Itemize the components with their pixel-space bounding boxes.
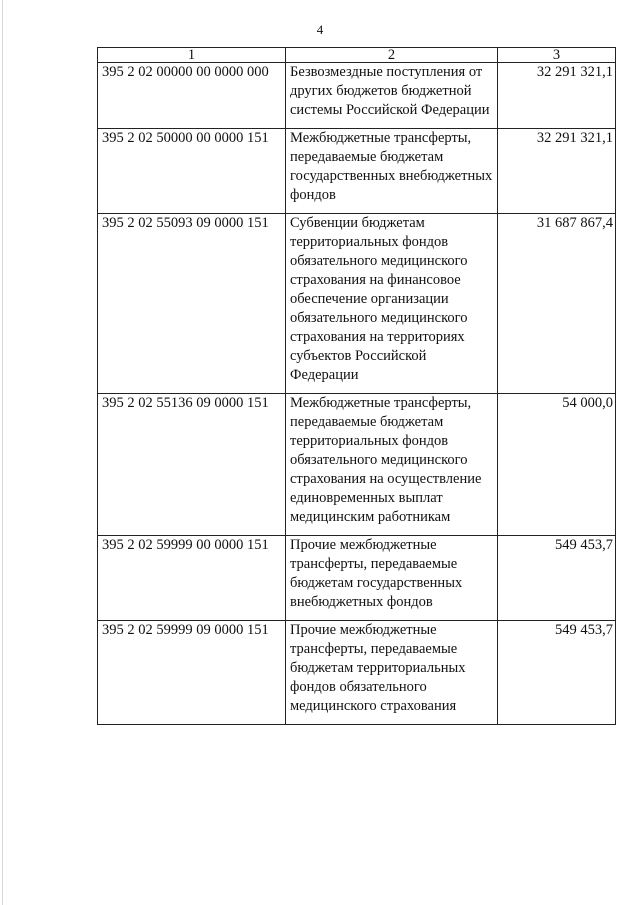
budget-code-cell: 395 2 02 00000 00 0000 000 [98, 63, 286, 129]
budget-name-cell: Прочие межбюджетные трансферты, передаваемые бюджетам государственных внебюджетных фондов [286, 536, 498, 621]
budget-amount-cell: 549 453,7 [498, 536, 616, 621]
budget-code-cell: 395 2 02 55093 09 0000 151 [98, 214, 286, 394]
table-header-row [98, 48, 616, 63]
table-row [98, 394, 616, 536]
budget-code-cell: 395 2 02 59999 09 0000 151 [98, 621, 286, 725]
budget-table [97, 47, 616, 725]
budget-name-cell: Прочие межбюджетные трансферты, передаваемые бюджетам территориальных фондов обязательного медицинского страхования [286, 621, 498, 725]
budget-name-cell: Безвозмездные поступления от других бюджетов бюджетной системы Российской Федерации [286, 63, 498, 129]
budget-name-cell: Субвенции бюджетам территориальных фондов обязательного медицинского страхования на финансовое обеспечение организации обязательного медицинского страхования на территориях субъектов Российской Федерации [286, 214, 498, 394]
budget-amount-cell: 31 687 867,4 [498, 214, 616, 394]
table-row [98, 621, 616, 725]
table-row [98, 129, 616, 214]
budget-amount-cell: 32 291 321,1 [498, 63, 616, 129]
budget-amount-cell: 32 291 321,1 [498, 129, 616, 214]
budget-code-cell: 395 2 02 59999 00 0000 151 [98, 536, 286, 621]
budget-amount-cell: 549 453,7 [498, 621, 616, 725]
budget-name-cell: Межбюджетные трансферты, передаваемые бюджетам государственных внебюджетных фондов [286, 129, 498, 214]
column-header-2: 2 [286, 48, 498, 63]
budget-code-cell: 395 2 02 50000 00 0000 151 [98, 129, 286, 214]
table-row [98, 214, 616, 394]
budget-name-cell: Межбюджетные трансферты, передаваемые бюджетам территориальных фондов обязательного медицинского страхования на осуществление единовременных выплат медицинским работникам [286, 394, 498, 536]
page-edge-line [2, 0, 3, 905]
table-row [98, 536, 616, 621]
budget-code-cell: 395 2 02 55136 09 0000 151 [98, 394, 286, 536]
column-header-1: 1 [98, 48, 286, 63]
column-header-3: 3 [498, 48, 616, 63]
table-row [98, 63, 616, 129]
page-number: 4 [316, 22, 324, 37]
budget-amount-cell: 54 000,0 [498, 394, 616, 536]
